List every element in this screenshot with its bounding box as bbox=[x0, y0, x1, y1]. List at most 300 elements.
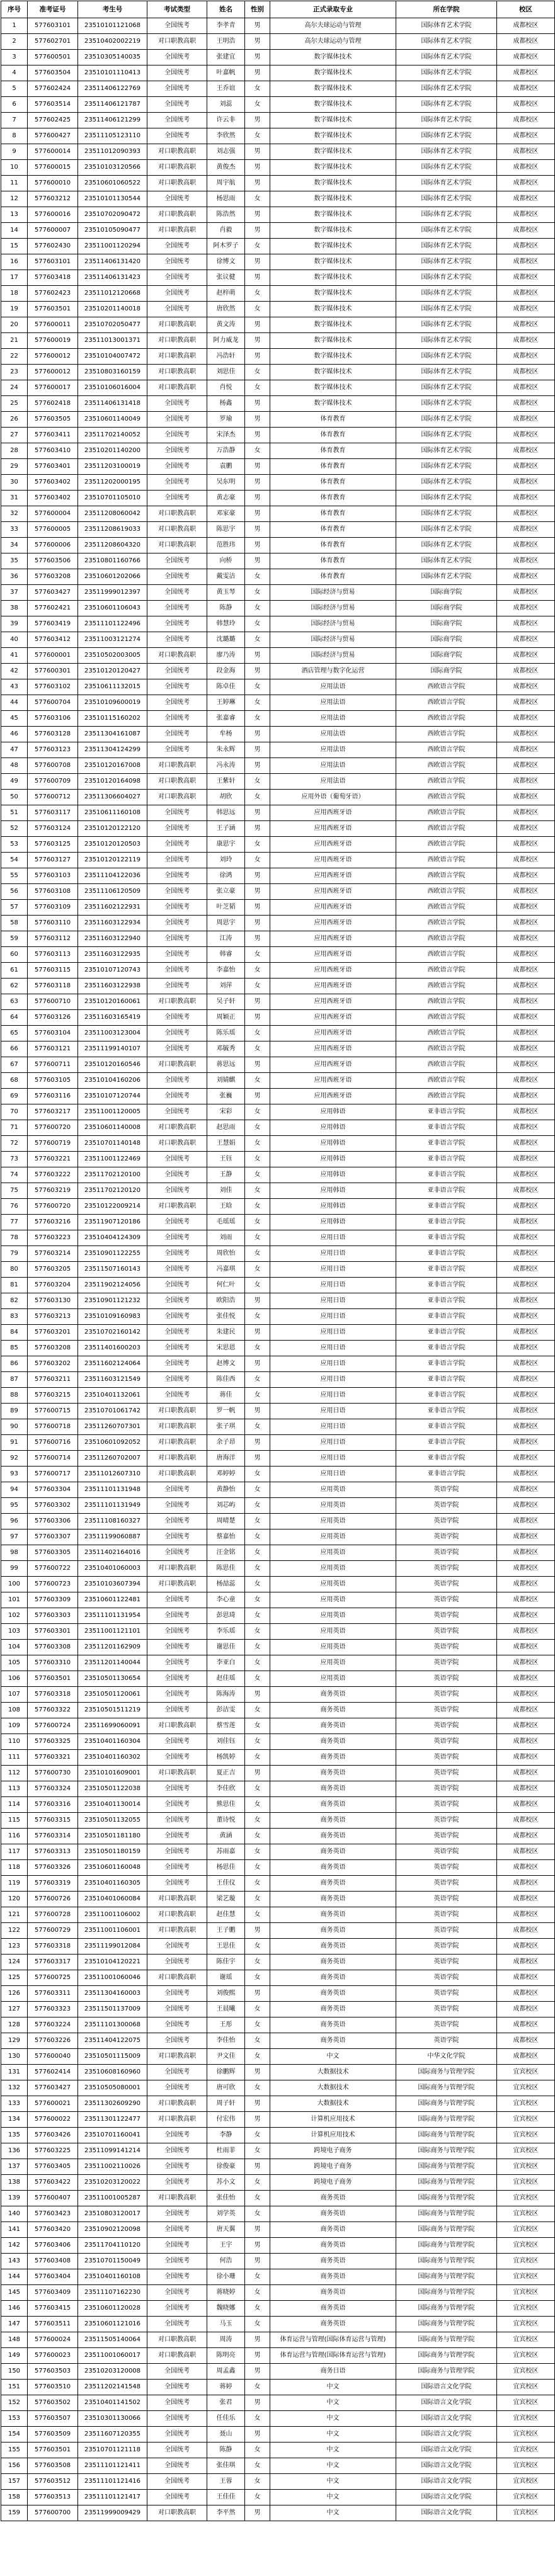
cell-gender: 男 bbox=[245, 522, 270, 538]
cell-exam-no: 23511012120668 bbox=[78, 286, 147, 302]
cell-exam-type: 全国统考 bbox=[147, 2474, 207, 2490]
cell-gender: 女 bbox=[245, 2017, 270, 2033]
cell-seq: 82 bbox=[1, 1293, 28, 1309]
cell-exam-no: 23511406121787 bbox=[78, 97, 147, 113]
cell-gender: 女 bbox=[245, 1892, 270, 1907]
cell-name: 沈璐璐 bbox=[207, 632, 245, 648]
cell-exam-no: 23511199140107 bbox=[78, 1041, 147, 1057]
cell-exam-type: 全国统考 bbox=[147, 1262, 207, 1278]
cell-exam-no: 23511208060042 bbox=[78, 506, 147, 522]
cell-college: 国际体育艺术学院 bbox=[396, 349, 497, 365]
cell-ticket-no: 577603503 bbox=[28, 2364, 78, 2380]
cell-name: 唐天翼 bbox=[207, 2222, 245, 2238]
cell-exam-no: 23511603165419 bbox=[78, 1010, 147, 1026]
cell-campus: 成都校区 bbox=[497, 963, 555, 979]
cell-campus: 成都校区 bbox=[497, 774, 555, 790]
cell-seq: 120 bbox=[1, 1892, 28, 1907]
cell-exam-type: 全国统考 bbox=[147, 1703, 207, 1718]
cell-gender: 男 bbox=[245, 1293, 270, 1309]
cell-ticket-no: 577600014 bbox=[28, 144, 78, 160]
cell-name: 黄文涛 bbox=[207, 317, 245, 333]
cell-ticket-no: 577603418 bbox=[28, 270, 78, 286]
cell-campus: 成都校区 bbox=[497, 1923, 555, 1939]
cell-gender: 女 bbox=[245, 2269, 270, 2285]
cell-exam-type: 全国统考 bbox=[147, 1671, 207, 1687]
table-row bbox=[1, 2080, 555, 2096]
cell-exam-type: 全国统考 bbox=[147, 2080, 207, 2096]
cell-major: 体育教育 bbox=[270, 522, 396, 538]
cell-campus: 成都校区 bbox=[497, 176, 555, 191]
cell-gender: 女 bbox=[245, 1718, 270, 1734]
cell-ticket-no: 577603405 bbox=[28, 2159, 78, 2175]
cell-name: 徐博文 bbox=[207, 254, 245, 270]
table-row bbox=[1, 2143, 555, 2159]
cell-seq: 37 bbox=[1, 585, 28, 601]
cell-college: 亚非语言学院 bbox=[396, 1467, 497, 1482]
cell-gender: 女 bbox=[245, 2191, 270, 2206]
cell-exam-no: 23510115160202 bbox=[78, 711, 147, 727]
cell-campus: 成都校区 bbox=[497, 349, 555, 365]
cell-seq: 110 bbox=[1, 1734, 28, 1750]
cell-exam-no: 23510401141502 bbox=[78, 2395, 147, 2411]
cell-name: 肖毅 bbox=[207, 223, 245, 239]
cell-major: 应用西班牙语 bbox=[270, 853, 396, 868]
table-row bbox=[1, 97, 555, 113]
admission-table bbox=[1, 1, 555, 2521]
cell-exam-type: 对口职教高职 bbox=[147, 2505, 207, 2521]
cell-gender: 女 bbox=[245, 1514, 270, 1529]
cell-ticket-no: 577603506 bbox=[28, 553, 78, 569]
cell-gender: 女 bbox=[245, 695, 270, 711]
cell-college: 国际商务与管理学院 bbox=[396, 2332, 497, 2348]
cell-exam-no: 23511099141214 bbox=[78, 2143, 147, 2159]
cell-ticket-no: 577603110 bbox=[28, 916, 78, 931]
cell-gender: 女 bbox=[245, 963, 270, 979]
table-row bbox=[1, 585, 555, 601]
cell-exam-no: 23510601140008 bbox=[78, 1120, 147, 1136]
cell-campus: 成都校区 bbox=[497, 207, 555, 223]
cell-exam-type: 全国统考 bbox=[147, 191, 207, 207]
table-row bbox=[1, 2458, 555, 2474]
cell-seq: 129 bbox=[1, 2033, 28, 2049]
cell-ticket-no: 577603401 bbox=[28, 459, 78, 475]
table-row bbox=[1, 1514, 555, 1529]
cell-campus: 成都校区 bbox=[497, 1687, 555, 1703]
cell-seq: 139 bbox=[1, 2191, 28, 2206]
cell-exam-type: 对口职教高职 bbox=[147, 349, 207, 365]
cell-major: 体育教育 bbox=[270, 553, 396, 569]
cell-seq: 90 bbox=[1, 1419, 28, 1435]
cell-exam-no: 23510401160108 bbox=[78, 2269, 147, 2285]
cell-major: 数字媒体技术 bbox=[270, 97, 396, 113]
table-row bbox=[1, 1860, 555, 1876]
cell-exam-type: 对口职教高职 bbox=[147, 648, 207, 664]
cell-exam-no: 23511603122940 bbox=[78, 931, 147, 947]
cell-ticket-no: 577600724 bbox=[28, 1718, 78, 1734]
cell-ticket-no: 577603204 bbox=[28, 1278, 78, 1293]
cell-seq: 93 bbox=[1, 1467, 28, 1482]
cell-college: 西欧语言学院 bbox=[396, 900, 497, 916]
cell-college: 国际体育艺术学院 bbox=[396, 34, 497, 50]
cell-exam-type: 全国统考 bbox=[147, 1041, 207, 1057]
cell-exam-no: 23511001122469 bbox=[78, 1152, 147, 1167]
cell-ticket-no: 577603121 bbox=[28, 1041, 78, 1057]
cell-exam-type: 全国统考 bbox=[147, 1309, 207, 1325]
cell-exam-type: 全国统考 bbox=[147, 65, 207, 81]
cell-campus: 成都校区 bbox=[497, 475, 555, 491]
table-row bbox=[1, 1262, 555, 1278]
cell-major: 中文 bbox=[270, 2458, 396, 2474]
cell-gender: 女 bbox=[245, 1781, 270, 1797]
cell-gender: 女 bbox=[245, 1955, 270, 1970]
cell-major: 数字媒体技术 bbox=[270, 207, 396, 223]
cell-seq: 99 bbox=[1, 1561, 28, 1577]
cell-college: 国际商学院 bbox=[396, 616, 497, 632]
table-row bbox=[1, 302, 555, 317]
cell-college: 英语学院 bbox=[396, 1734, 497, 1750]
cell-gender: 男 bbox=[245, 333, 270, 349]
cell-seq: 64 bbox=[1, 1010, 28, 1026]
cell-seq: 141 bbox=[1, 2222, 28, 2238]
cell-campus: 成都校区 bbox=[497, 916, 555, 931]
cell-gender: 男 bbox=[245, 34, 270, 50]
cell-college: 亚非语言学院 bbox=[396, 1215, 497, 1230]
cell-seq: 60 bbox=[1, 947, 28, 963]
cell-seq: 84 bbox=[1, 1325, 28, 1341]
cell-major: 商务英语 bbox=[270, 2269, 396, 2285]
cell-ticket-no: 577603104 bbox=[28, 1026, 78, 1041]
table-row bbox=[1, 2301, 555, 2317]
cell-exam-no: 23510103120566 bbox=[78, 160, 147, 176]
cell-ticket-no: 577603208 bbox=[28, 569, 78, 585]
cell-seq: 18 bbox=[1, 286, 28, 302]
cell-name: 夏正吉 bbox=[207, 1766, 245, 1781]
table-row bbox=[1, 491, 555, 506]
cell-major: 应用日语 bbox=[270, 1278, 396, 1293]
cell-gender: 女 bbox=[245, 1246, 270, 1262]
cell-major: 应用日语 bbox=[270, 1388, 396, 1404]
cell-ticket-no: 577600708 bbox=[28, 758, 78, 774]
cell-major: 应用英语 bbox=[270, 1577, 396, 1592]
cell-exam-type: 全国统考 bbox=[147, 18, 207, 34]
cell-name: 赵梓萌 bbox=[207, 286, 245, 302]
cell-major: 国际经济与贸易 bbox=[270, 601, 396, 616]
cell-seq: 112 bbox=[1, 1766, 28, 1781]
cell-name: 冯永涛 bbox=[207, 758, 245, 774]
cell-exam-type: 全国统考 bbox=[147, 1325, 207, 1341]
cell-name: 徐俊豪 bbox=[207, 2159, 245, 2175]
cell-campus: 成都校区 bbox=[497, 569, 555, 585]
table-row bbox=[1, 506, 555, 522]
cell-seq: 97 bbox=[1, 1529, 28, 1545]
cell-campus: 宜宾校区 bbox=[497, 2285, 555, 2301]
cell-seq: 81 bbox=[1, 1278, 28, 1293]
table-row bbox=[1, 1435, 555, 1451]
cell-exam-type: 对口职教高职 bbox=[147, 223, 207, 239]
cell-exam-type: 对口职教高职 bbox=[147, 1718, 207, 1734]
cell-gender: 男 bbox=[245, 1404, 270, 1419]
cell-exam-no: 23510901122255 bbox=[78, 1246, 147, 1262]
cell-ticket-no: 577600427 bbox=[28, 128, 78, 144]
table-row bbox=[1, 1923, 555, 1939]
cell-major: 应用英语 bbox=[270, 1655, 396, 1671]
cell-campus: 成都校区 bbox=[497, 1356, 555, 1372]
cell-seq: 32 bbox=[1, 506, 28, 522]
cell-name: 袁鹏 bbox=[207, 459, 245, 475]
cell-ticket-no: 577600714 bbox=[28, 1451, 78, 1467]
cell-college: 西欧语言学院 bbox=[396, 1041, 497, 1057]
cell-seq: 87 bbox=[1, 1372, 28, 1388]
cell-major: 应用法语 bbox=[270, 742, 396, 758]
cell-name: 刘婧麒 bbox=[207, 1073, 245, 1089]
cell-college: 国际体育艺术学院 bbox=[396, 333, 497, 349]
cell-exam-type: 全国统考 bbox=[147, 1781, 207, 1797]
cell-gender: 男 bbox=[245, 1325, 270, 1341]
cell-exam-type: 全国统考 bbox=[147, 239, 207, 254]
cell-exam-no: 23510101110413 bbox=[78, 65, 147, 81]
table-row bbox=[1, 853, 555, 868]
table-row bbox=[1, 475, 555, 491]
cell-ticket-no: 577603402 bbox=[28, 475, 78, 491]
cell-major: 数字媒体技术 bbox=[270, 317, 396, 333]
cell-major: 应用西班牙语 bbox=[270, 916, 396, 931]
cell-exam-type: 全国统考 bbox=[147, 695, 207, 711]
table-row bbox=[1, 1876, 555, 1892]
cell-major: 计算机应用技术 bbox=[270, 2128, 396, 2143]
cell-campus: 宜宾校区 bbox=[497, 2458, 555, 2474]
cell-name: 廖乃涛 bbox=[207, 648, 245, 664]
cell-gender: 女 bbox=[245, 1183, 270, 1199]
cell-college: 国际商学院 bbox=[396, 632, 497, 648]
cell-name: 阿木罗子 bbox=[207, 239, 245, 254]
cell-major: 高尔夫球运动与管理 bbox=[270, 18, 396, 34]
cell-gender: 男 bbox=[245, 1010, 270, 1026]
cell-gender: 女 bbox=[245, 1577, 270, 1592]
cell-college: 国际体育艺术学院 bbox=[396, 65, 497, 81]
cell-name: 刘志强 bbox=[207, 144, 245, 160]
cell-college: 国际体育艺术学院 bbox=[396, 128, 497, 144]
cell-major: 商务英语 bbox=[270, 1892, 396, 1907]
cell-campus: 成都校区 bbox=[497, 601, 555, 616]
cell-ticket-no: 577600728 bbox=[28, 1907, 78, 1923]
cell-exam-no: 23511208619033 bbox=[78, 522, 147, 538]
cell-ticket-no: 577603318 bbox=[28, 1939, 78, 1955]
cell-exam-no: 23510201140018 bbox=[78, 302, 147, 317]
cell-exam-type: 全国统考 bbox=[147, 963, 207, 979]
cell-name: 蒋思远 bbox=[207, 1057, 245, 1073]
cell-college: 国际语言文化学院 bbox=[396, 2474, 497, 2490]
cell-campus: 宜宾校区 bbox=[497, 2128, 555, 2143]
table-row bbox=[1, 1167, 555, 1183]
cell-major: 应用英语 bbox=[270, 1482, 396, 1498]
cell-seq: 98 bbox=[1, 1545, 28, 1561]
cell-exam-type: 全国统考 bbox=[147, 1498, 207, 1514]
cell-major: 应用韩语 bbox=[270, 1167, 396, 1183]
cell-seq: 107 bbox=[1, 1687, 28, 1703]
cell-campus: 宜宾校区 bbox=[497, 2096, 555, 2112]
cell-ticket-no: 577600005 bbox=[28, 522, 78, 538]
cell-major: 数字媒体技术 bbox=[270, 380, 396, 396]
cell-seq: 49 bbox=[1, 774, 28, 790]
cell-exam-no: 23510104160206 bbox=[78, 1073, 147, 1089]
cell-major: 应用法语 bbox=[270, 758, 396, 774]
cell-name: 蒋晓婷 bbox=[207, 2285, 245, 2301]
cell-ticket-no: 577600715 bbox=[28, 1404, 78, 1419]
cell-exam-no: 23511702120100 bbox=[78, 1167, 147, 1183]
cell-college: 英语学院 bbox=[396, 1955, 497, 1970]
cell-seq: 4 bbox=[1, 65, 28, 81]
cell-name: 聂山 bbox=[207, 2427, 245, 2443]
cell-campus: 宜宾校区 bbox=[497, 2175, 555, 2191]
cell-name: 杨鑫 bbox=[207, 396, 245, 412]
cell-gender: 女 bbox=[245, 2049, 270, 2065]
cell-exam-type: 对口职教高职 bbox=[147, 176, 207, 191]
cell-name: 刘佳 bbox=[207, 1183, 245, 1199]
cell-exam-type: 全国统考 bbox=[147, 853, 207, 868]
cell-name: 黄俊杰 bbox=[207, 160, 245, 176]
cell-campus: 成都校区 bbox=[497, 553, 555, 569]
cell-exam-type: 对口职教高职 bbox=[147, 1561, 207, 1577]
cell-major: 应用外语（葡萄牙语） bbox=[270, 790, 396, 805]
cell-ticket-no: 577603504 bbox=[28, 65, 78, 81]
cell-exam-type: 全国统考 bbox=[147, 1514, 207, 1529]
cell-campus: 宜宾校区 bbox=[497, 2269, 555, 2285]
cell-seq: 21 bbox=[1, 333, 28, 349]
cell-college: 国际体育艺术学院 bbox=[396, 412, 497, 428]
cell-campus: 宜宾校区 bbox=[497, 2317, 555, 2332]
cell-college: 西欧语言学院 bbox=[396, 994, 497, 1010]
cell-major: 商务英语 bbox=[270, 1860, 396, 1876]
cell-major: 中文 bbox=[270, 2443, 396, 2458]
cell-gender: 女 bbox=[245, 1341, 270, 1356]
cell-exam-type: 全国统考 bbox=[147, 931, 207, 947]
cell-college: 国际商务与管理学院 bbox=[396, 2191, 497, 2206]
cell-ticket-no: 577603216 bbox=[28, 1215, 78, 1230]
cell-exam-type: 全国统考 bbox=[147, 947, 207, 963]
cell-exam-type: 对口职教高职 bbox=[147, 774, 207, 790]
cell-seq: 96 bbox=[1, 1514, 28, 1529]
cell-major: 体育教育 bbox=[270, 491, 396, 506]
cell-exam-no: 23510501132055 bbox=[78, 1813, 147, 1829]
cell-college: 国际语言文化学院 bbox=[396, 2380, 497, 2395]
cell-college: 西欧语言学院 bbox=[396, 1057, 497, 1073]
cell-name: 戴雯洁 bbox=[207, 569, 245, 585]
cell-college: 西欧语言学院 bbox=[396, 916, 497, 931]
cell-campus: 宜宾校区 bbox=[497, 2159, 555, 2175]
cell-exam-type: 全国统考 bbox=[147, 2317, 207, 2332]
cell-ticket-no: 577600710 bbox=[28, 994, 78, 1010]
cell-gender: 女 bbox=[245, 1419, 270, 1435]
cell-gender: 女 bbox=[245, 1608, 270, 1624]
cell-exam-no: 23511101131948 bbox=[78, 1482, 147, 1498]
cell-exam-no: 23510803120017 bbox=[78, 2206, 147, 2222]
table-row bbox=[1, 979, 555, 994]
cell-campus: 成都校区 bbox=[497, 1388, 555, 1404]
cell-major: 应用英语 bbox=[270, 1514, 396, 1529]
cell-gender: 女 bbox=[245, 2411, 270, 2427]
table-row bbox=[1, 900, 555, 916]
cell-name: 李佳怡 bbox=[207, 2033, 245, 2049]
cell-major: 商务英语 bbox=[270, 1923, 396, 1939]
cell-ticket-no: 577602701 bbox=[28, 34, 78, 50]
cell-exam-type: 全国统考 bbox=[147, 1860, 207, 1876]
cell-college: 英语学院 bbox=[396, 1939, 497, 1955]
cell-ticket-no: 577603314 bbox=[28, 1829, 78, 1844]
cell-college: 西欧语言学院 bbox=[396, 1010, 497, 1026]
cell-campus: 成都校区 bbox=[497, 1041, 555, 1057]
table-row bbox=[1, 1813, 555, 1829]
cell-name: 杜雨菲 bbox=[207, 2143, 245, 2159]
cell-campus: 成都校区 bbox=[497, 239, 555, 254]
cell-college: 国际体育艺术学院 bbox=[396, 18, 497, 34]
cell-gender: 男 bbox=[245, 491, 270, 506]
cell-campus: 成都校区 bbox=[497, 648, 555, 664]
cell-name: 李平然 bbox=[207, 2505, 245, 2521]
cell-name: 韩思远 bbox=[207, 805, 245, 821]
cell-exam-no: 23510902120098 bbox=[78, 2222, 147, 2238]
cell-college: 亚非语言学院 bbox=[396, 1104, 497, 1120]
cell-name: 王钰 bbox=[207, 1152, 245, 1167]
cell-name: 许云非 bbox=[207, 113, 245, 128]
cell-exam-type: 对口职教高职 bbox=[147, 790, 207, 805]
cell-college: 国际商学院 bbox=[396, 601, 497, 616]
cell-ticket-no: 577602423 bbox=[28, 286, 78, 302]
cell-name: 段金海 bbox=[207, 664, 245, 679]
cell-major: 商务英语 bbox=[270, 1939, 396, 1955]
cell-exam-no: 23510104120221 bbox=[78, 1955, 147, 1970]
cell-ticket-no: 577603303 bbox=[28, 1608, 78, 1624]
table-row bbox=[1, 2049, 555, 2065]
table-row bbox=[1, 2096, 555, 2112]
cell-gender: 女 bbox=[245, 1262, 270, 1278]
cell-name: 李嘉怡 bbox=[207, 963, 245, 979]
cell-exam-type: 全国统考 bbox=[147, 1734, 207, 1750]
cell-seq: 126 bbox=[1, 1986, 28, 2002]
cell-name: 张嘉睿 bbox=[207, 711, 245, 727]
cell-ticket-no: 577600722 bbox=[28, 1561, 78, 1577]
cell-major: 高尔夫球运动与管理 bbox=[270, 34, 396, 50]
cell-college: 国际商务与管理学院 bbox=[396, 2301, 497, 2317]
cell-exam-no: 23510601092052 bbox=[78, 1435, 147, 1451]
cell-seq: 50 bbox=[1, 790, 28, 805]
cell-seq: 65 bbox=[1, 1026, 28, 1041]
cell-college: 西欧语言学院 bbox=[396, 853, 497, 868]
cell-college: 国际体育艺术学院 bbox=[396, 506, 497, 522]
cell-name: 张君 bbox=[207, 2395, 245, 2411]
cell-major: 数字媒体技术 bbox=[270, 113, 396, 128]
cell-name: 唐欣然 bbox=[207, 302, 245, 317]
cell-name: 王佳仪 bbox=[207, 1876, 245, 1892]
table-row bbox=[1, 176, 555, 191]
cell-exam-no: 23511603122934 bbox=[78, 916, 147, 931]
cell-college: 国际商务与管理学院 bbox=[396, 2096, 497, 2112]
cell-campus: 宜宾校区 bbox=[497, 2206, 555, 2222]
cell-exam-no: 23510101609001 bbox=[78, 1766, 147, 1781]
cell-name: 陈思宇 bbox=[207, 522, 245, 538]
cell-exam-type: 全国统考 bbox=[147, 2017, 207, 2033]
cell-gender: 女 bbox=[245, 979, 270, 994]
table-row bbox=[1, 1829, 555, 1844]
header-row bbox=[1, 1, 555, 18]
cell-seq: 71 bbox=[1, 1120, 28, 1136]
cell-campus: 成都校区 bbox=[497, 1592, 555, 1608]
cell-gender: 女 bbox=[245, 774, 270, 790]
cell-ticket-no: 577603402 bbox=[28, 491, 78, 506]
cell-name: 毛瑶瑶 bbox=[207, 1215, 245, 1230]
cell-seq: 44 bbox=[1, 695, 28, 711]
table-row bbox=[1, 1970, 555, 1986]
cell-gender: 女 bbox=[245, 679, 270, 695]
